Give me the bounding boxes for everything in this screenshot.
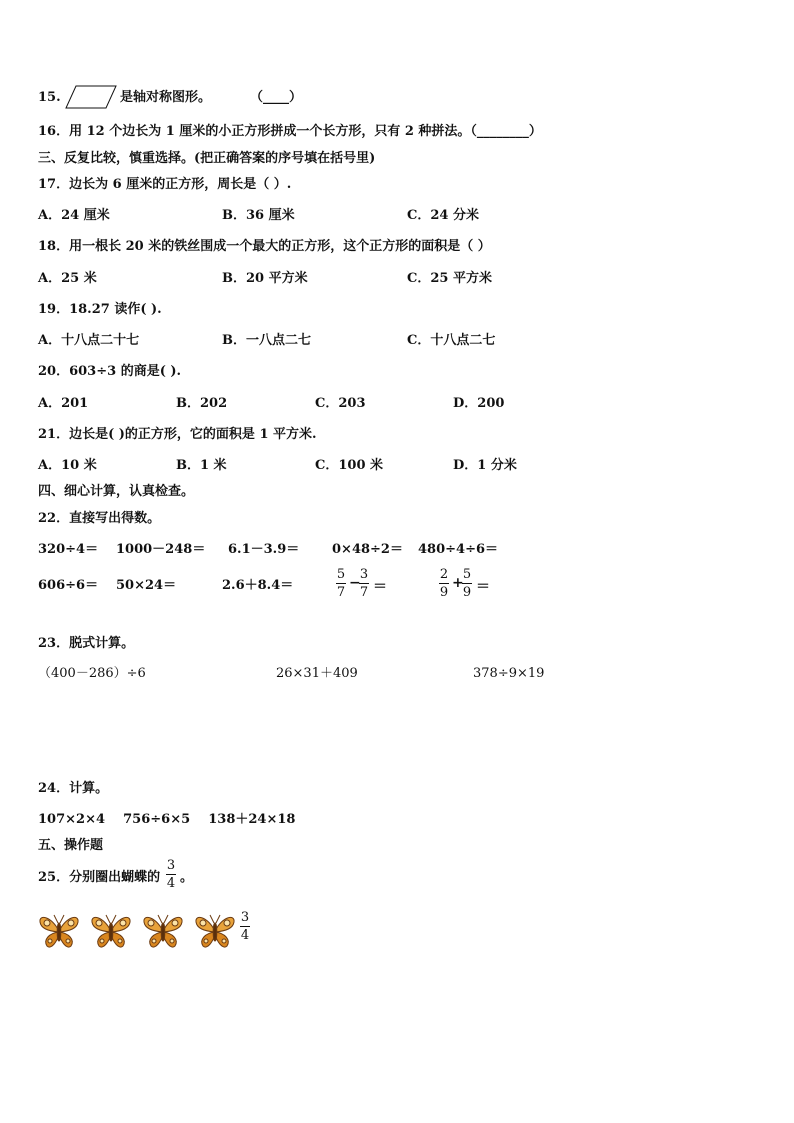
q25-text-end: 。 (180, 870, 194, 885)
butterfly-icon[interactable] (89, 912, 133, 950)
butterfly-icon[interactable] (141, 912, 185, 950)
q21-option-a[interactable]: A．10 米 (38, 458, 97, 473)
q20-option-d[interactable]: D．200 (453, 396, 505, 411)
q22-fraction-a-op: − (349, 575, 361, 591)
q18-option-a[interactable]: A．25 米 (38, 271, 97, 286)
q22-fraction-a-equals: ＝ (373, 579, 387, 595)
q20-text: 20．603÷3 的商是( ). (38, 364, 182, 379)
q21-text: 21．边长是( )的正方形，它的面积是 1 平方米. (38, 427, 317, 442)
q23-item-2: 26×31＋409 (276, 666, 358, 681)
q19-option-c[interactable]: C．十八点二七 (407, 333, 496, 348)
q17-option-a[interactable]: A．24 厘米 (38, 208, 110, 223)
q18-text: 18．用一根长 20 米的铁丝围成一个最大的正方形，这个正方形的面积是（ ） (38, 239, 491, 254)
q15-number: 15. (38, 90, 61, 105)
q17-option-c[interactable]: C．24 分米 (407, 208, 479, 223)
q22-item-2: 1000－248＝ (116, 542, 206, 557)
q22-fraction-b1: 2 9 (439, 567, 449, 600)
q23-text: 23．脱式计算。 (38, 636, 135, 651)
q20-option-a[interactable]: A．201 (38, 396, 89, 411)
q21-option-c[interactable]: C．100 米 (315, 458, 384, 473)
q15-answer-blank[interactable]: （____） (250, 90, 303, 105)
q22-item-8: 2.6＋8.4＝ (222, 578, 294, 593)
q22-item-6: 606÷6＝ (38, 578, 99, 593)
q15-text: 是轴对称图形。 (120, 90, 212, 105)
q16-text: 16．用 12 个边长为 1 厘米的小正方形拼成一个长方形，只有 2 种拼法。（________） (38, 124, 542, 139)
q22-fraction-a2: 3 7 (359, 567, 369, 600)
q20-option-c[interactable]: C．203 (315, 396, 366, 411)
q22-item-7: 50×24＝ (116, 578, 177, 593)
q22-fraction-b-equals: ＝ (476, 579, 490, 595)
q23-item-3: 378÷9×19 (473, 666, 545, 681)
q22-fraction-b2: 5 9 (462, 567, 472, 600)
butterfly-icon[interactable] (193, 912, 237, 950)
q22-item-4: 0×48÷2＝ (332, 542, 403, 557)
q25-fraction: 3 4 (166, 858, 176, 891)
q17-option-b[interactable]: B．36 厘米 (222, 208, 295, 223)
q22-fraction-b-op: + (452, 575, 464, 591)
butterfly-icon[interactable] (37, 912, 81, 950)
section-5-heading: 五、操作题 (38, 838, 104, 853)
butterfly-fraction-label: 3 4 (240, 910, 250, 943)
q24-text: 24．计算。 (38, 781, 109, 796)
q18-option-b[interactable]: B．20 平方米 (222, 271, 308, 286)
q18-option-c[interactable]: C．25 平方米 (407, 271, 492, 286)
q24-items: 107×2×4 756÷6×5 138＋24×18 (38, 812, 296, 827)
q22-item-3: 6.1－3.9＝ (228, 542, 300, 557)
q21-option-b[interactable]: B．1 米 (176, 458, 227, 473)
q22-item-1: 320÷4＝ (38, 542, 99, 557)
q22-fraction-a1: 5 7 (336, 567, 346, 600)
section-3-heading: 三、反复比较，慎重选择。(把正确答案的序号填在括号里) (38, 151, 376, 166)
q19-text: 19．18.27 读作( ). (38, 302, 162, 317)
section-4-heading: 四、细心计算，认真检查。 (38, 484, 195, 499)
parallelogram-figure (64, 84, 118, 110)
q23-item-1: （400－286）÷6 (38, 666, 146, 681)
q25-text: 25．分别圈出蝴蝶的 (38, 870, 161, 885)
q21-option-d[interactable]: D．1 分米 (453, 458, 517, 473)
q22-item-5: 480÷4÷6＝ (418, 542, 499, 557)
q19-option-a[interactable]: A．十八点二十七 (38, 333, 140, 348)
q20-option-b[interactable]: B．202 (176, 396, 228, 411)
q22-text: 22．直接写出得数。 (38, 511, 161, 526)
q17-text: 17．边长为 6 厘米的正方形，周长是（ ）. (38, 177, 292, 192)
q19-option-b[interactable]: B．一八点二七 (222, 333, 311, 348)
